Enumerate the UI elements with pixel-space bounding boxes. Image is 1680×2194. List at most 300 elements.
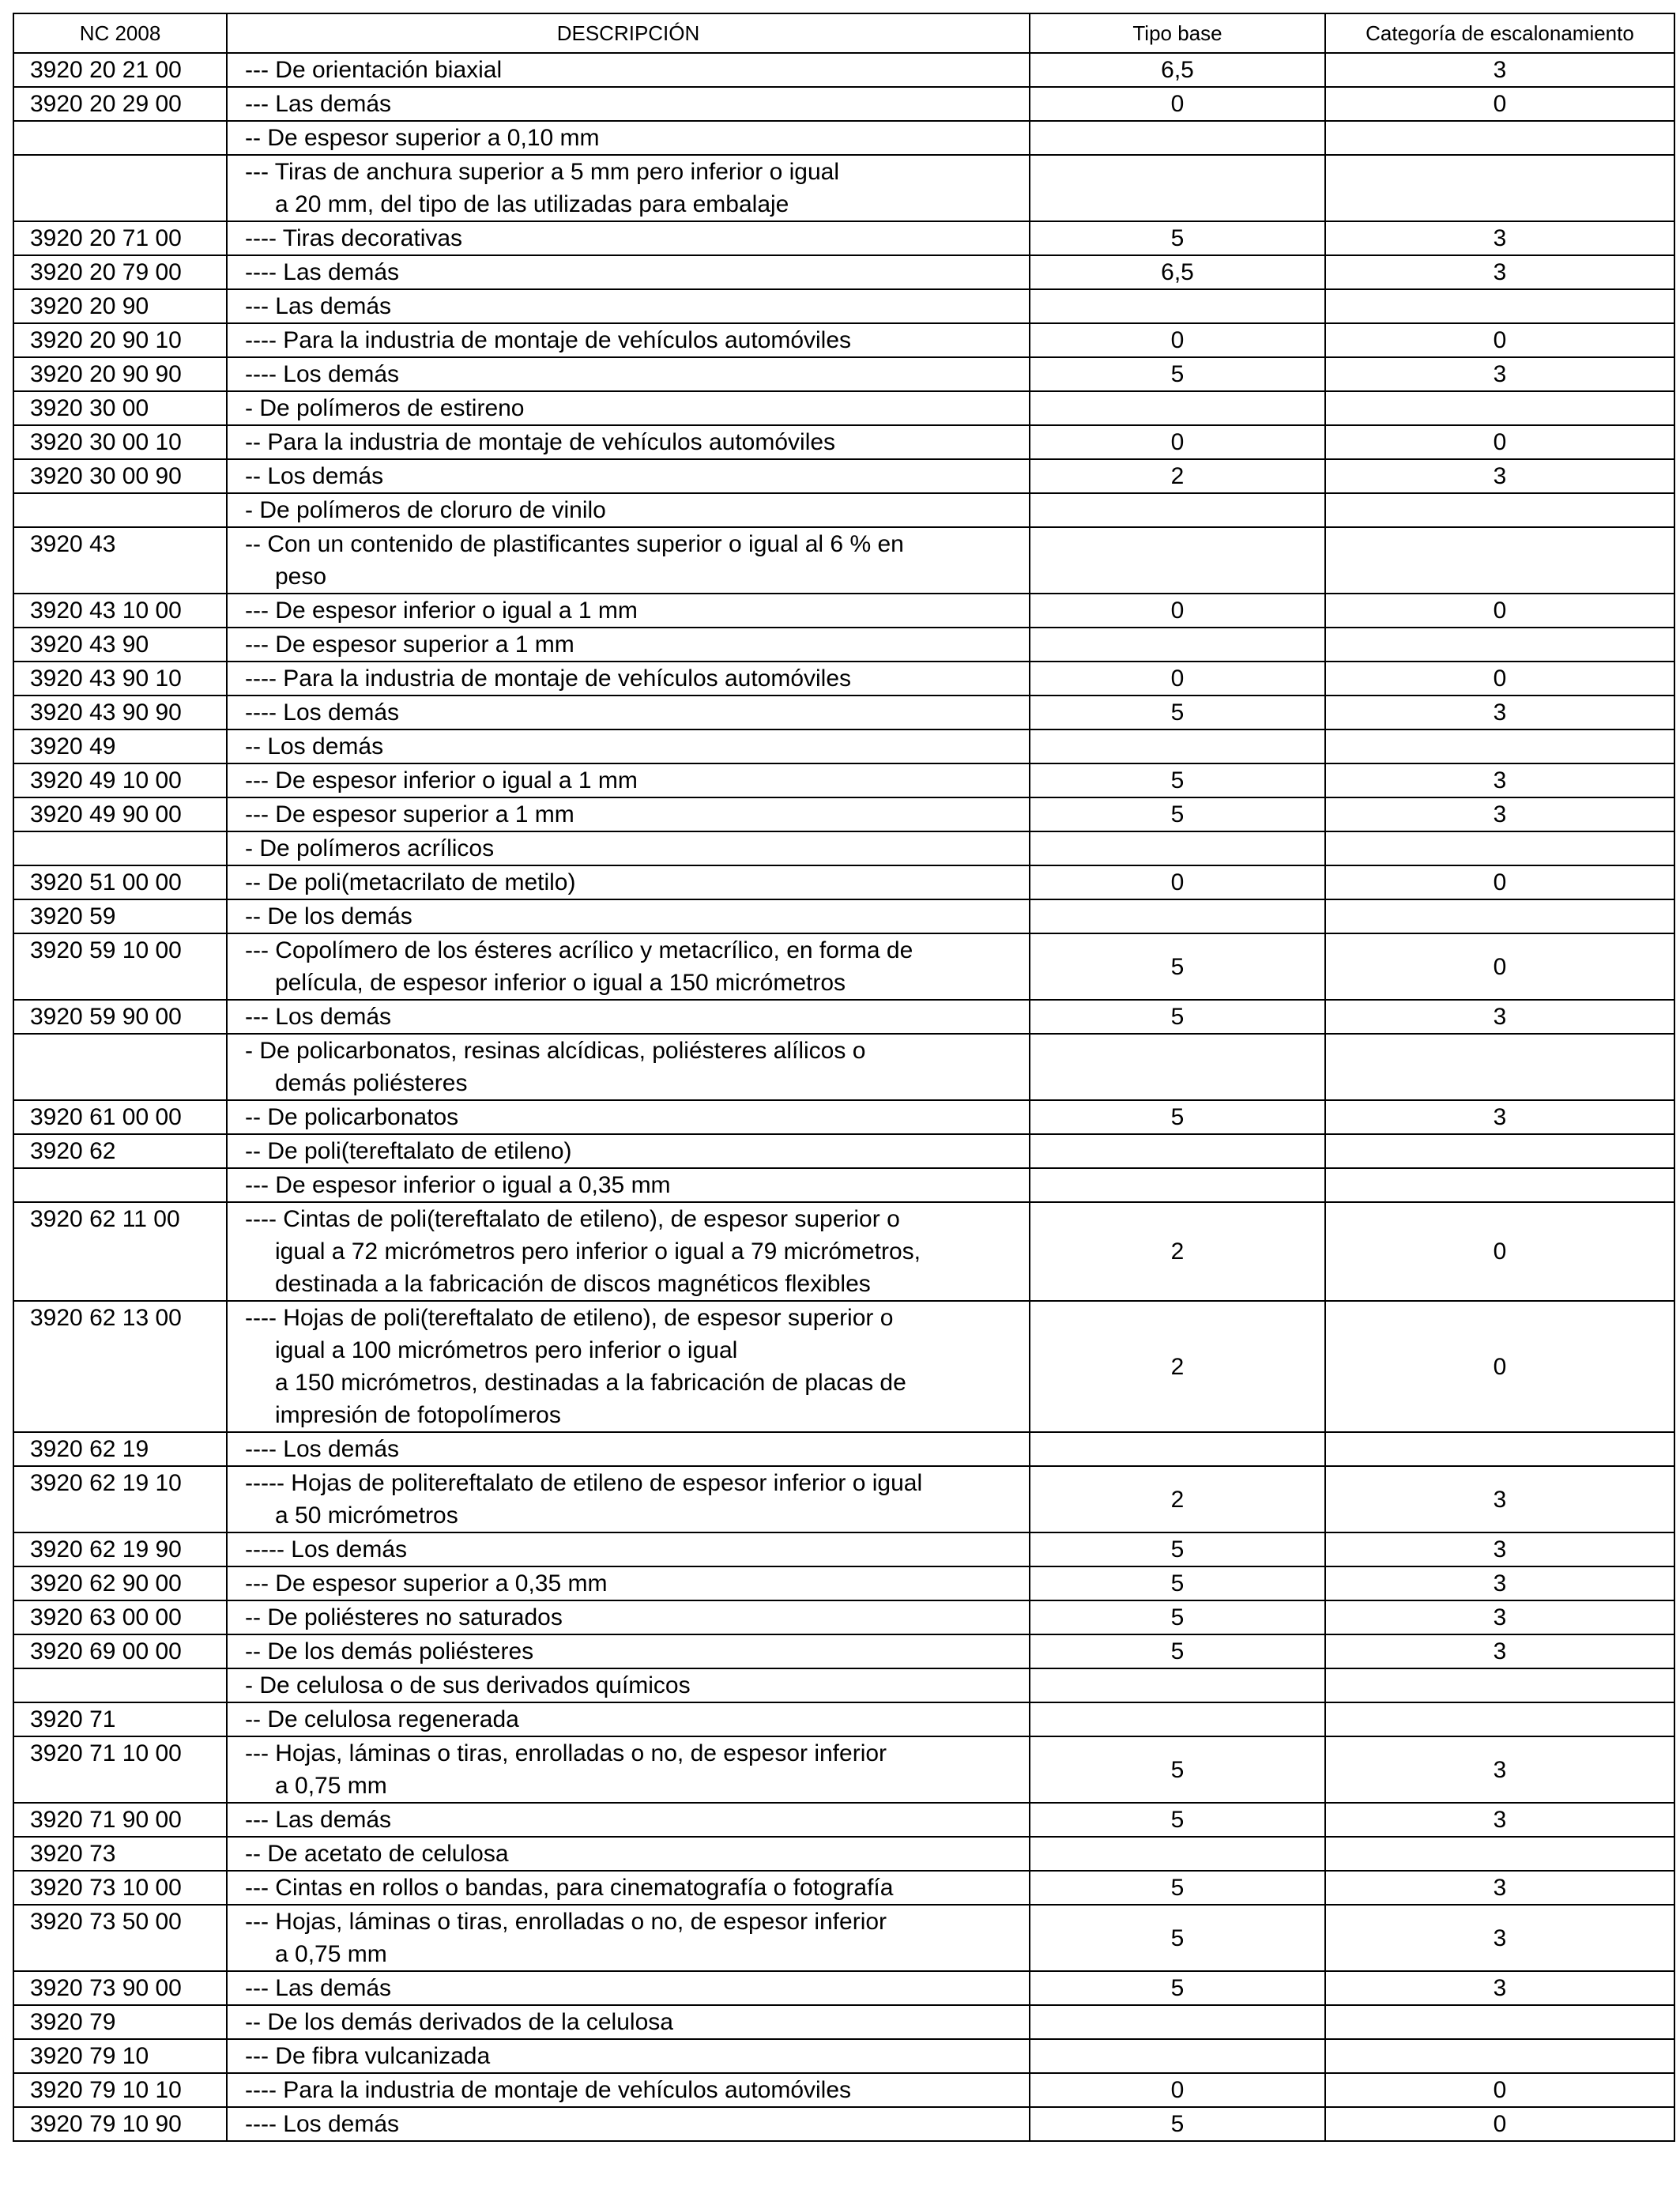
- categoria-cell: [1325, 831, 1674, 865]
- tariff-table: [13, 13, 1675, 2142]
- description-cell: [227, 1034, 1030, 1100]
- tipo-base-cell: [1030, 2005, 1325, 2039]
- description-line: --- De espesor inferior o igual a 1 mm: [245, 598, 638, 624]
- tipo-base-cell: 0: [1030, 87, 1325, 121]
- description-cell: [227, 1600, 1030, 1634]
- table-row: [13, 289, 1674, 323]
- description-cell: [227, 121, 1030, 155]
- categoria-cell: [1325, 2005, 1674, 2039]
- nc-code-cell: 3920 20 79 00: [13, 255, 227, 289]
- categoria-cell: 0: [1325, 323, 1674, 357]
- header-categoria: Categoría de escalonamiento: [1325, 13, 1674, 53]
- categoria-cell: 0: [1325, 865, 1674, 899]
- table-row: [13, 425, 1674, 459]
- nc-code-cell: 3920 30 00 90: [13, 459, 227, 493]
- categoria-cell: 3: [1325, 1532, 1674, 1566]
- description-line: -- De los demás: [245, 903, 412, 929]
- nc-code-cell: 3920 43 10 00: [13, 594, 227, 628]
- table-row: [13, 459, 1674, 493]
- tipo-base-cell: 2: [1030, 1301, 1325, 1432]
- description-line: ---- Cintas de poli(tereftalato de etileno), de espesor superior o: [245, 1206, 900, 1232]
- table-row: [13, 1532, 1674, 1566]
- nc-code-cell: [13, 121, 227, 155]
- description-line: - De celulosa o de sus derivados químicos: [245, 1672, 691, 1698]
- description-cell: [227, 2073, 1030, 2107]
- nc-code-cell: 3920 79 10 10: [13, 2073, 227, 2107]
- description-line: --- De espesor superior a 1 mm: [245, 801, 574, 827]
- table-row: [13, 628, 1674, 662]
- table-body: [13, 53, 1674, 2141]
- tipo-base-cell: [1030, 527, 1325, 594]
- tipo-base-cell: 5: [1030, 1566, 1325, 1600]
- tipo-base-cell: [1030, 493, 1325, 527]
- tipo-base-cell: 5: [1030, 1971, 1325, 2005]
- nc-code-cell: 3920 20 21 00: [13, 53, 227, 87]
- description-line: película, de espesor inferior o igual a 150 micrómetros: [275, 970, 846, 996]
- categoria-cell: [1325, 2039, 1674, 2073]
- tipo-base-cell: [1030, 628, 1325, 662]
- nc-code-cell: 3920 49: [13, 729, 227, 763]
- categoria-cell: [1325, 899, 1674, 933]
- table-row: [13, 2107, 1674, 2141]
- tipo-base-cell: [1030, 1168, 1325, 1202]
- description-cell: [227, 1871, 1030, 1905]
- nc-code-cell: 3920 43 90: [13, 628, 227, 662]
- table-row: [13, 831, 1674, 865]
- categoria-cell: [1325, 289, 1674, 323]
- categoria-cell: 3: [1325, 357, 1674, 391]
- description-line: a 20 mm, del tipo de las utilizadas para embalaje: [275, 191, 789, 217]
- description-cell: [227, 696, 1030, 729]
- categoria-cell: [1325, 1034, 1674, 1100]
- nc-code-cell: [13, 1168, 227, 1202]
- description-cell: [227, 221, 1030, 255]
- table-row: [13, 729, 1674, 763]
- nc-code-cell: 3920 51 00 00: [13, 865, 227, 899]
- description-line: --- Las demás: [245, 1807, 392, 1833]
- description-line: - De polímeros de cloruro de vinilo: [245, 497, 606, 523]
- description-line: --- De espesor inferior o igual a 1 mm: [245, 767, 638, 794]
- categoria-cell: [1325, 628, 1674, 662]
- tipo-base-cell: [1030, 121, 1325, 155]
- description-line: --- De espesor superior a 1 mm: [245, 631, 574, 658]
- description-line: --- Copolímero de los ésteres acrílico y metacrílico, en forma de: [245, 937, 913, 963]
- nc-code-cell: 3920 62 11 00: [13, 1202, 227, 1301]
- categoria-cell: 3: [1325, 763, 1674, 797]
- description-cell: [227, 255, 1030, 289]
- nc-code-cell: 3920 79: [13, 2005, 227, 2039]
- description-cell: [227, 527, 1030, 594]
- tipo-base-cell: 0: [1030, 323, 1325, 357]
- nc-code-cell: 3920 79 10: [13, 2039, 227, 2073]
- description-line: -- De poliésteres no saturados: [245, 1604, 563, 1630]
- nc-code-cell: 3920 73 10 00: [13, 1871, 227, 1905]
- description-line: ---- Las demás: [245, 259, 400, 285]
- description-line: peso: [275, 564, 327, 590]
- description-cell: [227, 1100, 1030, 1134]
- description-line: ---- Los demás: [245, 699, 400, 726]
- description-cell: [227, 1432, 1030, 1466]
- tipo-base-cell: [1030, 2039, 1325, 2073]
- tipo-base-cell: 5: [1030, 763, 1325, 797]
- description-line: igual a 100 micrómetros pero inferior o igual: [275, 1337, 738, 1363]
- nc-code-cell: 3920 20 90 10: [13, 323, 227, 357]
- table-row: [13, 763, 1674, 797]
- nc-code-cell: [13, 1668, 227, 1702]
- table-row: [13, 865, 1674, 899]
- categoria-cell: [1325, 1702, 1674, 1736]
- tipo-base-cell: [1030, 1668, 1325, 1702]
- table-row: [13, 1100, 1674, 1134]
- categoria-cell: 0: [1325, 933, 1674, 1000]
- table-row: [13, 1736, 1674, 1803]
- description-cell: [227, 1837, 1030, 1871]
- table-row: [13, 155, 1674, 221]
- nc-code-cell: 3920 59 90 00: [13, 1000, 227, 1034]
- categoria-cell: 3: [1325, 1971, 1674, 2005]
- description-line: a 50 micrómetros: [275, 1502, 458, 1529]
- table-row: [13, 662, 1674, 696]
- table-row: [13, 1000, 1674, 1034]
- categoria-cell: [1325, 1432, 1674, 1466]
- description-cell: [227, 797, 1030, 831]
- categoria-cell: 0: [1325, 594, 1674, 628]
- categoria-cell: 0: [1325, 425, 1674, 459]
- nc-code-cell: 3920 20 90 90: [13, 357, 227, 391]
- nc-code-cell: 3920 61 00 00: [13, 1100, 227, 1134]
- description-cell: [227, 594, 1030, 628]
- description-cell: [227, 2107, 1030, 2141]
- description-cell: [227, 1000, 1030, 1034]
- nc-code-cell: 3920 73: [13, 1837, 227, 1871]
- table-row: [13, 1168, 1674, 1202]
- nc-code-cell: 3920 62 19: [13, 1432, 227, 1466]
- nc-code-cell: 3920 20 71 00: [13, 221, 227, 255]
- categoria-cell: 3: [1325, 53, 1674, 87]
- table-row: [13, 899, 1674, 933]
- description-cell: [227, 323, 1030, 357]
- categoria-cell: 3: [1325, 1600, 1674, 1634]
- nc-code-cell: 3920 62 90 00: [13, 1566, 227, 1600]
- table-row: [13, 1034, 1674, 1100]
- description-cell: [227, 1905, 1030, 1971]
- nc-code-cell: 3920 43 90 90: [13, 696, 227, 729]
- nc-code-cell: 3920 20 90: [13, 289, 227, 323]
- table-row: [13, 1702, 1674, 1736]
- categoria-cell: [1325, 493, 1674, 527]
- table-row: [13, 1466, 1674, 1532]
- nc-code-cell: 3920 30 00 10: [13, 425, 227, 459]
- nc-code-cell: 3920 62 19 10: [13, 1466, 227, 1532]
- nc-code-cell: 3920 59 10 00: [13, 933, 227, 1000]
- table-row: [13, 1837, 1674, 1871]
- tipo-base-cell: 5: [1030, 1905, 1325, 1971]
- description-line: -- Los demás: [245, 463, 384, 489]
- tipo-base-cell: [1030, 1837, 1325, 1871]
- categoria-cell: 3: [1325, 1000, 1674, 1034]
- table-row: [13, 1668, 1674, 1702]
- table-row: [13, 493, 1674, 527]
- description-line: a 0,75 mm: [275, 1773, 387, 1799]
- categoria-cell: 3: [1325, 459, 1674, 493]
- table-row: [13, 121, 1674, 155]
- description-cell: [227, 391, 1030, 425]
- description-line: destinada a la fabricación de discos magnéticos flexibles: [275, 1271, 871, 1297]
- description-line: --- De espesor superior a 0,35 mm: [245, 1570, 608, 1596]
- description-line: --- Las demás: [245, 1975, 392, 2001]
- tipo-base-cell: [1030, 1134, 1325, 1168]
- description-line: --- De fibra vulcanizada: [245, 2043, 491, 2069]
- description-line: --- Las demás: [245, 293, 392, 319]
- tipo-base-cell: 5: [1030, 1000, 1325, 1034]
- nc-code-cell: 3920 49 90 00: [13, 797, 227, 831]
- tipo-base-cell: 0: [1030, 425, 1325, 459]
- tipo-base-cell: 5: [1030, 1100, 1325, 1134]
- tipo-base-cell: 6,5: [1030, 53, 1325, 87]
- description-line: -- De poli(tereftalato de etileno): [245, 1138, 572, 1164]
- tipo-base-cell: [1030, 729, 1325, 763]
- description-line: impresión de fotopolímeros: [275, 1402, 561, 1428]
- categoria-cell: [1325, 121, 1674, 155]
- description-cell: [227, 1566, 1030, 1600]
- nc-code-cell: 3920 79 10 90: [13, 2107, 227, 2141]
- tipo-base-cell: [1030, 1034, 1325, 1100]
- tipo-base-cell: 5: [1030, 1600, 1325, 1634]
- nc-code-cell: 3920 71 10 00: [13, 1736, 227, 1803]
- description-line: - De policarbonatos, resinas alcídicas, poliésteres alílicos o: [245, 1038, 866, 1064]
- tipo-base-cell: 0: [1030, 2073, 1325, 2107]
- nc-code-cell: [13, 493, 227, 527]
- table-row: [13, 696, 1674, 729]
- description-cell: [227, 831, 1030, 865]
- description-cell: [227, 53, 1030, 87]
- tipo-base-cell: 0: [1030, 865, 1325, 899]
- header-tipo-base: Tipo base: [1030, 13, 1325, 53]
- description-cell: [227, 1971, 1030, 2005]
- description-line: -- De espesor superior a 0,10 mm: [245, 125, 600, 151]
- nc-code-cell: 3920 20 29 00: [13, 87, 227, 121]
- description-cell: [227, 289, 1030, 323]
- table-row: [13, 933, 1674, 1000]
- description-line: ---- Para la industria de montaje de vehículos automóviles: [245, 327, 852, 353]
- description-line: a 150 micrómetros, destinadas a la fabricación de placas de: [275, 1370, 906, 1396]
- description-cell: [227, 1134, 1030, 1168]
- description-line: - De polímeros acrílicos: [245, 835, 495, 861]
- tipo-base-cell: 5: [1030, 221, 1325, 255]
- categoria-cell: 3: [1325, 696, 1674, 729]
- table-row: [13, 1905, 1674, 1971]
- categoria-cell: [1325, 155, 1674, 221]
- table-row: [13, 2005, 1674, 2039]
- categoria-cell: 3: [1325, 1566, 1674, 1600]
- tipo-base-cell: 0: [1030, 662, 1325, 696]
- table-row: [13, 1566, 1674, 1600]
- categoria-cell: [1325, 391, 1674, 425]
- table-row: [13, 1971, 1674, 2005]
- description-cell: [227, 763, 1030, 797]
- categoria-cell: [1325, 527, 1674, 594]
- nc-code-cell: 3920 69 00 00: [13, 1634, 227, 1668]
- description-cell: [227, 1202, 1030, 1301]
- categoria-cell: 3: [1325, 1736, 1674, 1803]
- description-line: ---- Hojas de poli(tereftalato de etileno), de espesor superior o: [245, 1305, 894, 1331]
- description-cell: [227, 1736, 1030, 1803]
- description-cell: [227, 357, 1030, 391]
- tipo-base-cell: [1030, 391, 1325, 425]
- nc-code-cell: 3920 71: [13, 1702, 227, 1736]
- description-cell: [227, 865, 1030, 899]
- tipo-base-cell: [1030, 1702, 1325, 1736]
- description-cell: [227, 662, 1030, 696]
- nc-code-cell: 3920 73 90 00: [13, 1971, 227, 2005]
- description-line: ---- Tiras decorativas: [245, 225, 463, 251]
- nc-code-cell: 3920 62: [13, 1134, 227, 1168]
- tipo-base-cell: 2: [1030, 459, 1325, 493]
- categoria-cell: [1325, 729, 1674, 763]
- table-row: [13, 527, 1674, 594]
- header-descripcion: DESCRIPCIÓN: [227, 13, 1030, 53]
- description-cell: [227, 1168, 1030, 1202]
- tipo-base-cell: 5: [1030, 2107, 1325, 2141]
- categoria-cell: 0: [1325, 1301, 1674, 1432]
- categoria-cell: 3: [1325, 797, 1674, 831]
- tipo-base-cell: [1030, 899, 1325, 933]
- tipo-base-cell: 5: [1030, 1736, 1325, 1803]
- description-cell: [227, 2005, 1030, 2039]
- nc-code-cell: 3920 43: [13, 527, 227, 594]
- table-row: [13, 1202, 1674, 1301]
- description-cell: [227, 1301, 1030, 1432]
- nc-code-cell: 3920 43 90 10: [13, 662, 227, 696]
- description-line: a 0,75 mm: [275, 1941, 387, 1967]
- tipo-base-cell: [1030, 155, 1325, 221]
- description-cell: [227, 1702, 1030, 1736]
- tipo-base-cell: [1030, 831, 1325, 865]
- tipo-base-cell: 6,5: [1030, 255, 1325, 289]
- nc-code-cell: [13, 831, 227, 865]
- description-cell: [227, 1668, 1030, 1702]
- table-row: [13, 1134, 1674, 1168]
- description-cell: [227, 1532, 1030, 1566]
- description-line: -- De los demás poliésteres: [245, 1638, 534, 1664]
- categoria-cell: 3: [1325, 255, 1674, 289]
- table-row: [13, 594, 1674, 628]
- header-nc-2008: NC 2008: [13, 13, 227, 53]
- table-row: [13, 2073, 1674, 2107]
- nc-code-cell: 3920 73 50 00: [13, 1905, 227, 1971]
- table-row: [13, 797, 1674, 831]
- categoria-cell: [1325, 1837, 1674, 1871]
- description-line: --- Las demás: [245, 91, 392, 117]
- nc-code-cell: 3920 71 90 00: [13, 1803, 227, 1837]
- description-cell: [227, 493, 1030, 527]
- description-line: ---- Los demás: [245, 2111, 400, 2137]
- tipo-base-cell: 5: [1030, 1803, 1325, 1837]
- tipo-base-cell: [1030, 1432, 1325, 1466]
- description-line: --- De orientación biaxial: [245, 57, 503, 83]
- description-line: -- Para la industria de montaje de vehículos automóviles: [245, 429, 836, 455]
- nc-code-cell: 3920 49 10 00: [13, 763, 227, 797]
- categoria-cell: [1325, 1168, 1674, 1202]
- categoria-cell: [1325, 1668, 1674, 1702]
- description-line: --- Tiras de anchura superior a 5 mm pero inferior o igual: [245, 159, 839, 185]
- description-line: ----- Hojas de politereftalato de etileno de espesor inferior o igual: [245, 1470, 923, 1496]
- description-line: -- De los demás derivados de la celulosa: [245, 2009, 673, 2035]
- description-line: ----- Los demás: [245, 1536, 408, 1563]
- table-row: [13, 255, 1674, 289]
- table-row: [13, 357, 1674, 391]
- nc-code-cell: 3920 62 13 00: [13, 1301, 227, 1432]
- tipo-base-cell: 5: [1030, 357, 1325, 391]
- description-line: --- Hojas, láminas o tiras, enrolladas o no, de espesor inferior: [245, 1740, 887, 1766]
- description-cell: [227, 155, 1030, 221]
- table-row: [13, 1301, 1674, 1432]
- tipo-base-cell: 5: [1030, 933, 1325, 1000]
- description-line: demás poliésteres: [275, 1070, 468, 1096]
- categoria-cell: 3: [1325, 1100, 1674, 1134]
- table-row: [13, 1871, 1674, 1905]
- description-line: ---- Los demás: [245, 361, 400, 387]
- table-row: [13, 87, 1674, 121]
- description-cell: [227, 87, 1030, 121]
- table-header-row: [13, 13, 1674, 53]
- tipo-base-cell: 5: [1030, 1634, 1325, 1668]
- table-row: [13, 1600, 1674, 1634]
- nc-code-cell: [13, 155, 227, 221]
- description-cell: [227, 933, 1030, 1000]
- categoria-cell: 3: [1325, 221, 1674, 255]
- description-line: ---- Para la industria de montaje de vehículos automóviles: [245, 2077, 852, 2103]
- categoria-cell: 0: [1325, 87, 1674, 121]
- categoria-cell: 3: [1325, 1803, 1674, 1837]
- description-line: ---- Para la industria de montaje de vehículos automóviles: [245, 665, 852, 692]
- tipo-base-cell: 5: [1030, 696, 1325, 729]
- tipo-base-cell: 2: [1030, 1466, 1325, 1532]
- description-line: -- De acetato de celulosa: [245, 1841, 509, 1867]
- categoria-cell: 3: [1325, 1905, 1674, 1971]
- table-row: [13, 1432, 1674, 1466]
- categoria-cell: [1325, 1134, 1674, 1168]
- tipo-base-cell: 5: [1030, 1532, 1325, 1566]
- table-row: [13, 53, 1674, 87]
- table-row: [13, 2039, 1674, 2073]
- description-cell: [227, 2039, 1030, 2073]
- description-cell: [227, 1803, 1030, 1837]
- nc-code-cell: 3920 62 19 90: [13, 1532, 227, 1566]
- description-line: --- De espesor inferior o igual a 0,35 mm: [245, 1172, 671, 1198]
- categoria-cell: 0: [1325, 1202, 1674, 1301]
- table-row: [13, 391, 1674, 425]
- categoria-cell: 3: [1325, 1634, 1674, 1668]
- description-line: - De polímeros de estireno: [245, 395, 525, 421]
- categoria-cell: 0: [1325, 662, 1674, 696]
- categoria-cell: 3: [1325, 1466, 1674, 1532]
- description-cell: [227, 425, 1030, 459]
- categoria-cell: 3: [1325, 1871, 1674, 1905]
- description-cell: [227, 459, 1030, 493]
- categoria-cell: 0: [1325, 2107, 1674, 2141]
- nc-code-cell: 3920 30 00: [13, 391, 227, 425]
- description-line: --- Cintas en rollos o bandas, para cinematografía o fotografía: [245, 1875, 894, 1901]
- description-line: -- Con un contenido de plastificantes superior o igual al 6 % en: [245, 531, 904, 557]
- description-cell: [227, 899, 1030, 933]
- description-line: --- Hojas, láminas o tiras, enrolladas o no, de espesor inferior: [245, 1909, 887, 1935]
- description-line: igual a 72 micrómetros pero inferior o igual a 79 micrómetros,: [275, 1238, 921, 1265]
- description-line: -- De policarbonatos: [245, 1104, 459, 1130]
- nc-code-cell: 3920 63 00 00: [13, 1600, 227, 1634]
- description-cell: [227, 1466, 1030, 1532]
- tipo-base-cell: 0: [1030, 594, 1325, 628]
